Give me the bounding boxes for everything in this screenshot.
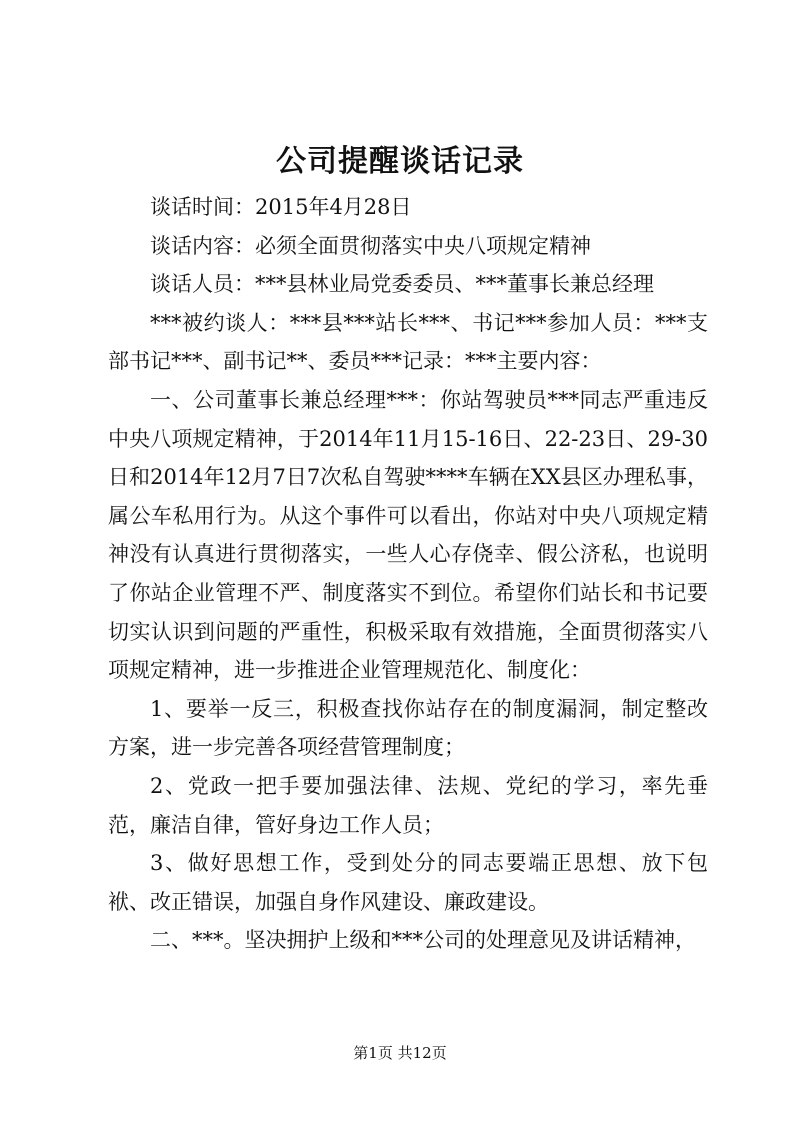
document-title: 公司提醒谈话记录	[276, 144, 524, 179]
paragraph-interviewee: ***被约谈人：***县***站长***、书记***参加人员：***支部书记***、副书记**、委员***记录：***主要内容：	[108, 310, 708, 374]
paragraph-talk-time: 谈话时间：2015年4月28日	[150, 195, 412, 219]
paragraph-talk-personnel: 谈话人员：***县林业局党委委员、***董事长兼总经理	[150, 272, 654, 297]
paragraph-section-two: 二、***。坚决拥护上级和***公司的处理意见及讲话精神，	[150, 928, 696, 953]
document-body	[108, 188, 708, 960]
paragraph-item-1: 1、要举一反三，积极查找你站存在的制度漏洞，制定整改方案，进一步完善各项经营管理制度；	[108, 696, 708, 760]
paragraph-item-3: 3、做好思想工作，受到处分的同志要端正思想、放下包袱、改正错误，加强自身作风建设、廉政建设。	[108, 851, 708, 914]
paragraph-talk-content: 谈话内容：必须全面贯彻落实中央八项规定精神	[150, 233, 591, 258]
page-number: 第1页	[353, 1044, 393, 1062]
paragraph-section-one: 一、公司董事长兼总经理***：你站驾驶员***同志严重违反中央八项规定精神，于2014年11月15-16日、22-23日、29-30日和2014年12月7日7次私自驾驶****车辆在XX县区办理私事，属公车私用行为。从这个事件可以看出，你站对中央八项规定精神没有认真进行贯彻落实，一些人心存侥幸、假公济私，也说明了你站企业管理不严、制度落实不到位。希望你们站长和书记要切实认识到问题的严重性，积极采取有效措施，全面贯彻落实八项规定精神，进一步推进企业管理规范化、制度化：	[108, 387, 708, 683]
page-total: 共12页	[397, 1044, 447, 1062]
paragraph-item-2: 2、党政一把手要加强法律、法规、党纪的学习，率先垂范，廉洁自律，管好身边工作人员；	[108, 773, 708, 837]
page-footer	[0, 1043, 800, 1063]
